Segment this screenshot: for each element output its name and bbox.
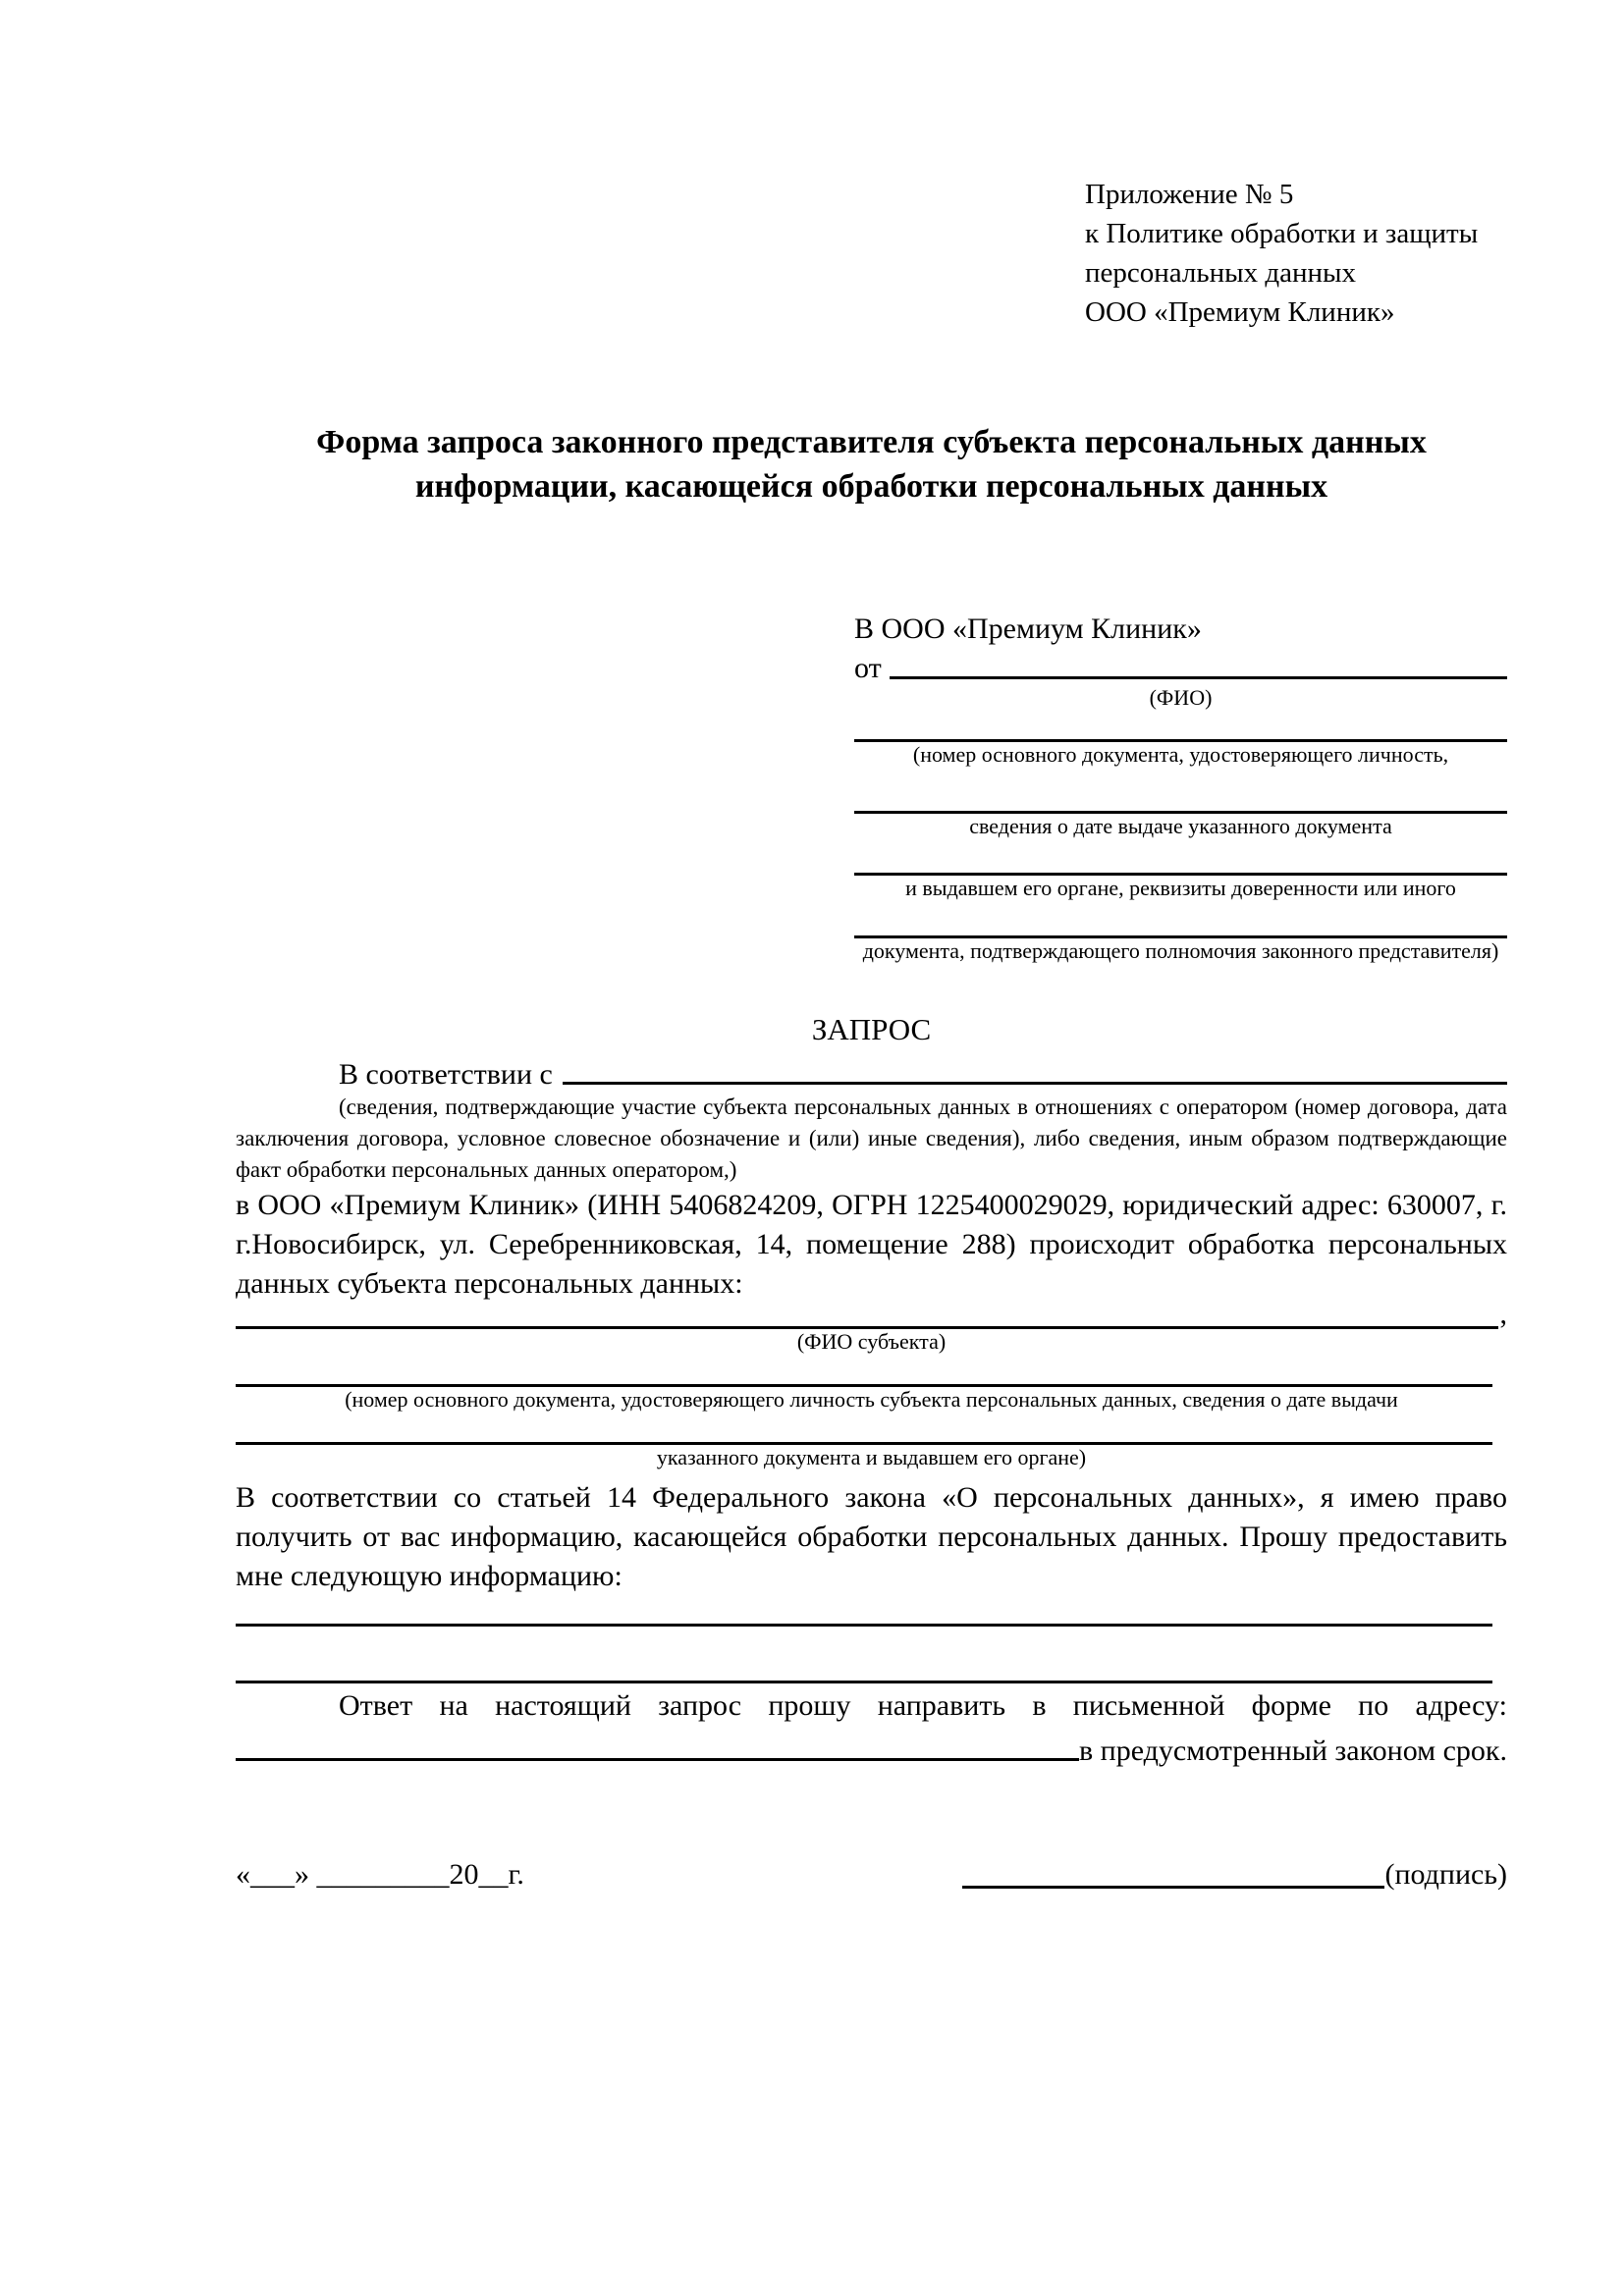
requested-info-fill-line-2 — [236, 1681, 1492, 1683]
subject-fio-row — [236, 1298, 1507, 1330]
appendix-line-1: Приложение № 5 — [1085, 179, 1294, 210]
document-title — [236, 420, 1507, 508]
rights-paragraph: В соответствии со статьей 14 Федерального закона «О персональных данных», я имею право получить от вас информацию, касающейся обработки персональных данных. Прошу предоставить мне следующую информацию: — [236, 1481, 1507, 1592]
recipient-organization: В ООО «Премиум Клиник» — [854, 613, 1202, 645]
representative-document-caption-3: и выдавшем его органе, реквизиты доверенности или иного — [905, 876, 1456, 900]
reply-deadline: в предусмотренный законом срок. — [1079, 1735, 1507, 1767]
subject-document-caption-2: указанного документа и выдавшем его органе) — [656, 1445, 1087, 1469]
appendix-block — [1085, 175, 1507, 332]
operator-paragraph: в ООО «Премиум Клиник» (ИНН 5406824209, ОГРН 1225400029029, юридический адрес: 630007, г. г.Новосибирск, ул. Серебренниковская, 14, помещение 288) происходит обработка персональных данных субъекта персональных данных: — [236, 1189, 1507, 1300]
appendix-line-3: персональных данных — [1085, 257, 1357, 289]
basis-note: (сведения, подтверждающие участие субъекта персональных данных в отношениях с оператором (номер договора, дата заключения договора, условное словесное обозначение и (или) иные сведения), либо сведения, иным образом подтверждающие факт обработки персональных данных оператором,) — [236, 1095, 1507, 1182]
representative-document-caption-1: (номер основного документа, удостоверяющего личность, — [912, 742, 1449, 767]
signature-block — [962, 1854, 1507, 1896]
signature-fill-line — [962, 1886, 1384, 1889]
request-heading: ЗАПРОС — [811, 1012, 932, 1046]
date-blank: «___» _________20__г. — [236, 1858, 524, 1891]
fio-caption: (ФИО) — [1149, 685, 1213, 710]
representative-document-caption-2: сведения о дате выдаче указанного документа — [969, 814, 1392, 838]
basis-line — [236, 1050, 1507, 1092]
representative-name-fill-line — [890, 676, 1507, 679]
reply-address-row — [236, 1727, 1507, 1768]
from-row — [854, 648, 1507, 685]
signature-row — [236, 1854, 1507, 1896]
recipient-block — [854, 611, 1507, 964]
requested-info-fill-line-1 — [236, 1624, 1492, 1627]
document-title-line-2: информации, касающейся обработки персональных данных — [414, 468, 1328, 505]
document-content — [0, 175, 1624, 1896]
signature-caption: (подпись) — [1384, 1858, 1507, 1891]
basis-prefix: В соответствии с — [339, 1058, 553, 1091]
reply-address-fill-line — [236, 1758, 1079, 1761]
document-title-line-1: Форма запроса законного представителя субъекта персональных данных — [316, 424, 1427, 460]
from-label: от — [854, 652, 882, 684]
appendix-line-2: к Политике обработки и защиты — [1085, 218, 1479, 249]
representative-document-caption-4: документа, подтверждающего полномочия законного представителя) — [862, 938, 1499, 963]
subject-line-comma: , — [1499, 1298, 1507, 1330]
basis-fill-line — [563, 1082, 1507, 1085]
subject-document-caption-1: (номер основного документа, удостоверяющего личность субъекта персональных данных, сведения о дате выдачи — [345, 1387, 1398, 1412]
reply-intro: Ответ на настоящий запрос прошу направить в письменной форме по адресу: — [339, 1689, 1507, 1722]
appendix-line-4: ООО «Премиум Клиник» — [1085, 296, 1395, 328]
subject-fio-caption: (ФИО субъекта) — [796, 1329, 947, 1354]
